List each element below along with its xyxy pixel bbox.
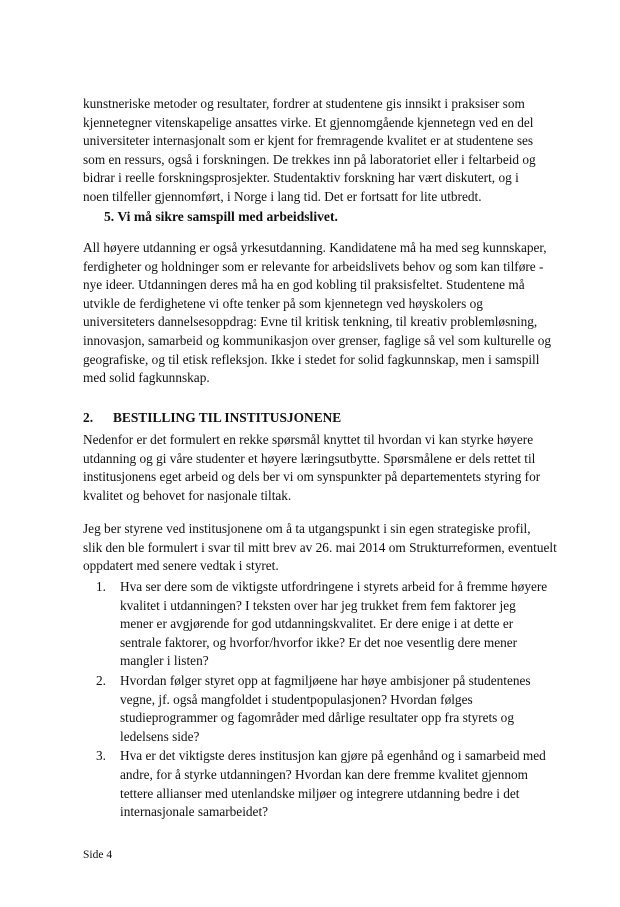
text-line: internasjonale samarbeidet? — [120, 804, 269, 820]
text-line: med solid fagkunnskap. — [83, 370, 210, 386]
text-line: kvalitet og behovet for nasjonale tiltak. — [83, 487, 292, 503]
text-line: noen tilfeller gjennomført, i Norge i lang tid. Det er fortsatt for lite utbredt. — [83, 188, 482, 204]
text-line: kjennetegner vitenskapelige ansattes virke. Et gjennomgående kjennetegn ved en del — [83, 114, 534, 130]
text-line: utvikle de ferdighetene vi ofte tenker på som kjennetegn ved høyskolers og — [83, 295, 483, 311]
text-line: Nedenfor er det formulert en rekke spørsmål knyttet til hvordan vi kan styrke høyere — [83, 432, 534, 447]
text-line: mener er avgjørende for god utdanningskvalitet. Er dere enige i at dette er — [120, 616, 514, 632]
list-item-number: 3. — [96, 748, 106, 764]
section-5-heading: 5. Vi må sikre samspill med arbeidslivet. — [104, 209, 338, 224]
section-5-paragraph — [83, 239, 563, 388]
text-line: All høyere utdanning er også yrkesutdanning. Kandidatene må ha med seg kunnskaper, — [83, 240, 547, 255]
text-line: kvalitet i utdanningen? I teksten over har jeg trukket frem fem faktorer jeg — [120, 597, 516, 613]
text-line: innovasjon, samarbeid og kommunikasjon over grenser, faglige så vel som kulturelle og — [83, 332, 552, 348]
page-number-footer: Side 4 — [83, 849, 113, 861]
questions-list — [96, 578, 576, 823]
text-line: Hvordan følger styret opp at fagmiljøene har høye ambisjoner på studentenes — [120, 672, 531, 688]
section-2-paragraph-2 — [83, 520, 563, 576]
text-line: som en ressurs, også i forskningen. De trekkes inn på laboratoriet eller i feltarbeid og — [83, 151, 536, 167]
text-line: oppdatert med senere vedtak i styret. — [83, 558, 279, 574]
list-item — [96, 747, 576, 821]
text-line: vegne, jf. også mangfoldet i studentpopulasjonen? Hvordan følges — [120, 691, 473, 707]
section-2-heading — [83, 409, 341, 428]
section-2-paragraph-1 — [83, 431, 563, 505]
section-2-title: BESTILLING TIL INSTITUSJONENE — [113, 410, 342, 425]
text-line: geografiske, og til etisk refleksjon. Ikke i stedet for solid fagkunnskap, men i samspill — [83, 351, 540, 367]
text-line: kunstneriske metoder og resultater, fordrer at studentene gis innsikt i praksiser som — [83, 96, 525, 111]
section-2-number: 2. — [83, 410, 94, 425]
text-line: tettere allianser med utenlandske miljøer og integrere utdanning bedre i det — [120, 785, 520, 801]
text-line: universiteter internasjonalt som er kjent for fremragende kvalitet er at studentene ses — [83, 133, 534, 149]
list-item — [96, 578, 576, 671]
text-line: universiteters dannelsesoppdrag: Evne til kritisk tenkning, til kreativ problemløsning, — [83, 314, 538, 330]
text-line: ferdigheter og holdninger som er relevante for arbeidslivets behov og som kan tilføre - — [83, 258, 544, 274]
text-line: sentrale faktorer, og hvorfor/hvorfor ikke? Er det noe vesentlig dere mener — [120, 634, 518, 650]
list-item — [96, 672, 576, 746]
text-line: studieprogrammer og fagområder med dårlige resultater opp fra styrets og — [120, 710, 514, 726]
text-line: nye ideer. Utdanningen deres må ha en god kobling til praksisfeltet. Studentene må — [83, 277, 525, 293]
text-line: Jeg ber styrene ved institusjonene om å ta utgangspunkt i sin egen strategiske profil, — [83, 521, 531, 536]
list-item-number: 1. — [96, 579, 106, 594]
text-line: utdanning og gi våre studenter et høyere læringsutbytte. Spørsmålene er dels rettet til — [83, 450, 536, 466]
text-line: slik den ble formulert i svar til mitt brev av 26. mai 2014 om Strukturreformen, eventuelt — [83, 539, 557, 555]
list-item-number: 2. — [96, 672, 106, 688]
text-line: Hva ser dere som de viktigste utfordringene i styrets arbeid for å fremme høyere — [120, 579, 548, 594]
text-line: bidrar i reelle forskningsprosjekter. Studentaktiv forskning har vært diskutert, og i — [83, 170, 519, 186]
text-line: mangler i listen? — [120, 653, 209, 669]
text-line: andre, for å styrke utdanningen? Hvordan kan dere fremme kvalitet gjennom — [120, 766, 528, 782]
text-line: ledelsens side? — [120, 728, 200, 744]
text-line: Hva er det viktigste deres institusjon kan gjøre på egenhånd og i samarbeid med — [120, 748, 546, 764]
text-line: institusjonens eget arbeid og dels ber vi om synspunkter på departementets styring for — [83, 469, 541, 485]
intro-paragraph — [83, 95, 563, 207]
